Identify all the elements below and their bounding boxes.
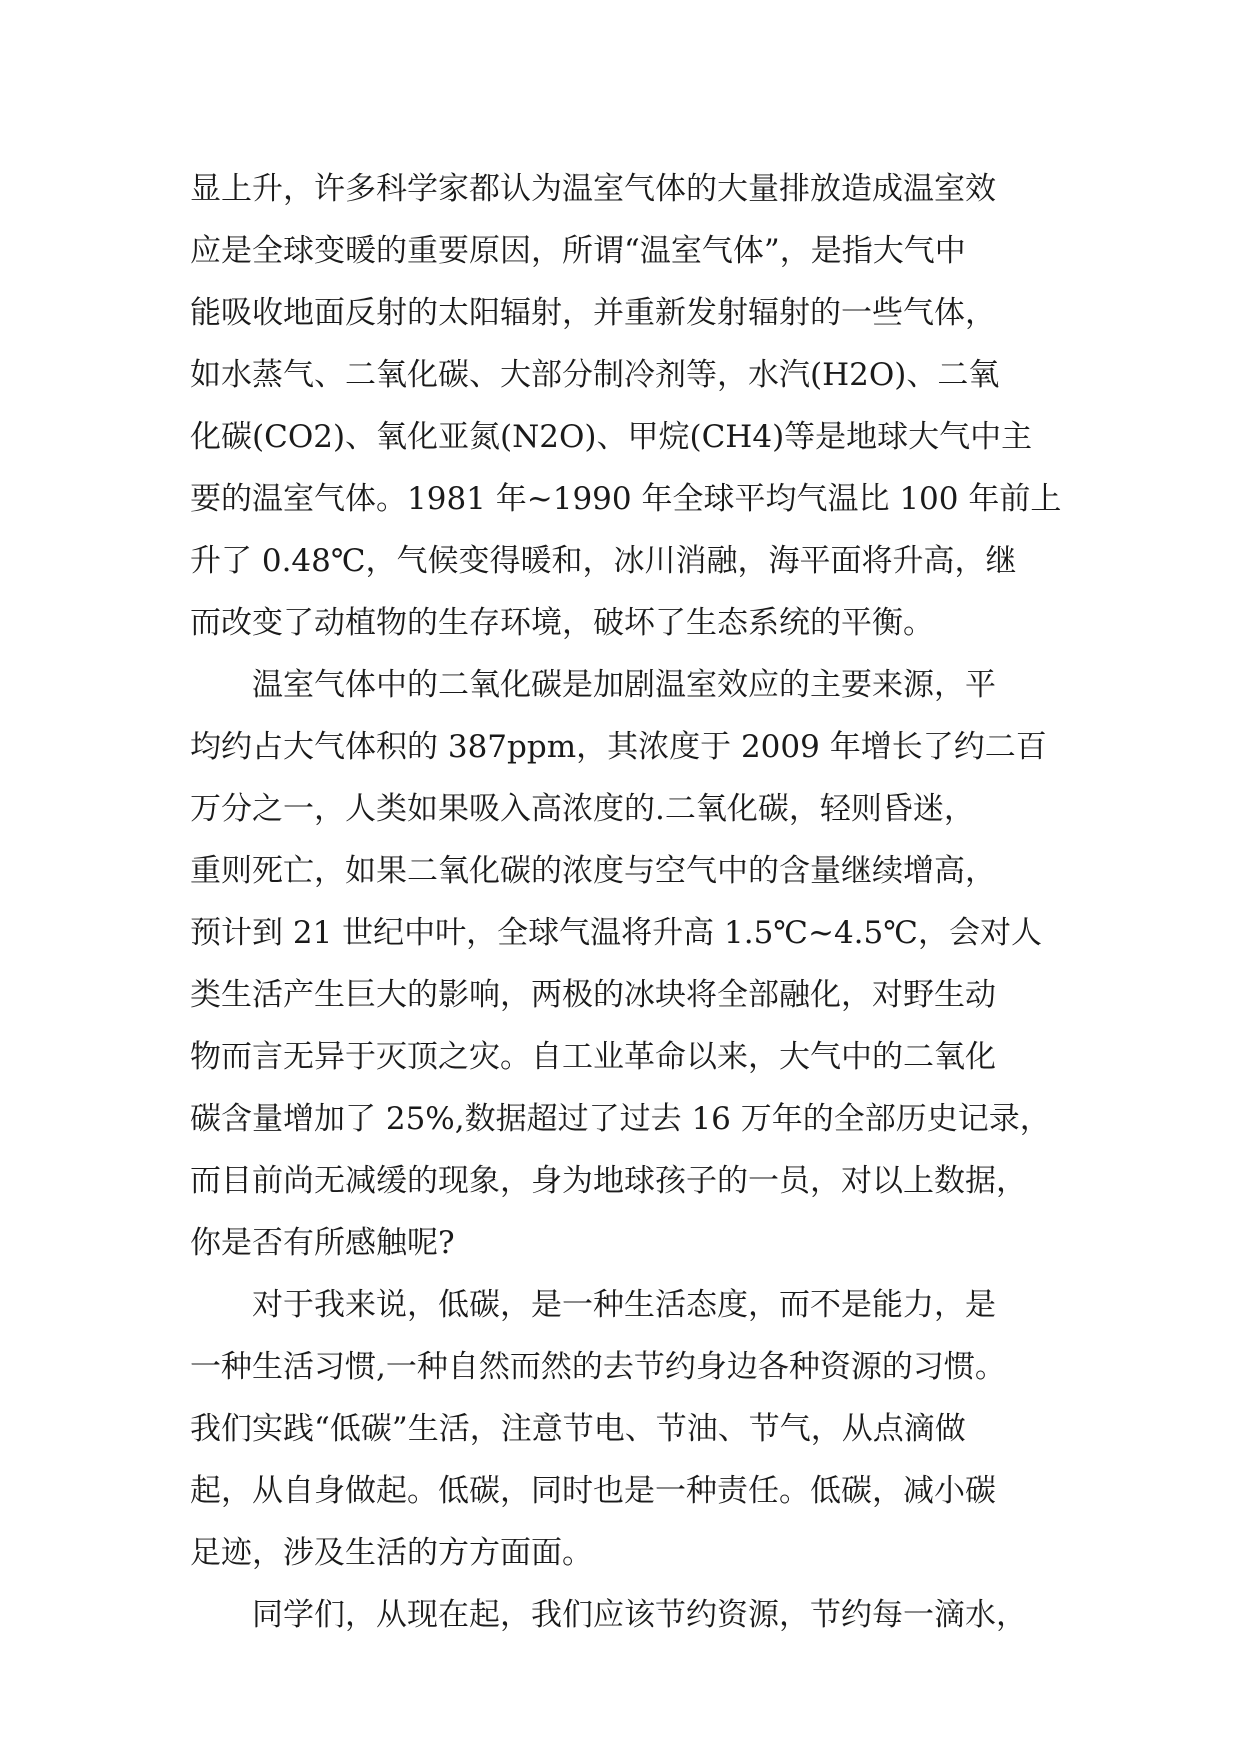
text-line: 万分之一，人类如果吸入高浓度的.二氧化碳，轻则昏迷， — [190, 791, 975, 827]
text-line: 能吸收地面反射的太阳辐射，并重新发射辐射的一些气体， — [190, 295, 996, 331]
text-line: 一种生活习惯,一种自然而然的去节约身边各种资源的习惯。 — [190, 1349, 1006, 1385]
text-line: 如水蒸气、二氧化碳、大部分制冷剂等，水汽(H2O)、二氧 — [190, 357, 1000, 393]
text-line: 升了 0.48℃，气候变得暖和，冰川消融，海平面将升高，继 — [190, 543, 1017, 579]
text-line: 显上升，许多科学家都认为温室气体的大量排放造成温室效 — [190, 171, 996, 207]
text-line: 温室气体中的二氧化碳是加剧温室效应的主要来源，平 — [190, 667, 996, 703]
text-line: 对于我来说，低碳，是一种生活态度，而不是能力，是 — [190, 1287, 996, 1323]
text-line: 应是全球变暖的重要原因，所谓“温室气体”，是指大气中 — [190, 233, 966, 269]
text-line: 重则死亡，如果二氧化碳的浓度与空气中的含量继续增高， — [190, 853, 996, 889]
paragraph-3 — [190, 1274, 1070, 1584]
text-line: 同学们，从现在起，我们应该节约资源，节约每一滴水， — [190, 1597, 1027, 1633]
text-line: 足迹，涉及生活的方方面面。 — [190, 1535, 593, 1571]
paragraph-4 — [190, 1584, 1070, 1646]
text-line: 而改变了动植物的生存环境，破坏了生态系统的平衡。 — [190, 605, 934, 641]
text-line: 你是否有所感触呢? — [190, 1225, 455, 1261]
text-line: 化碳(CO2)、氧化亚氮(N2O)、甲烷(CH4)等是地球大气中主 — [190, 419, 1033, 455]
text-line: 物而言无异于灭顶之灾。自工业革命以来，大气中的二氧化 — [190, 1039, 996, 1075]
text-line: 均约占大气体积的 387ppm，其浓度于 2009 年增长了约二百 — [190, 729, 1047, 765]
text-line: 类生活产生巨大的影响，两极的冰块将全部融化，对野生动 — [190, 977, 996, 1013]
text-line: 起，从自身做起。低碳，同时也是一种责任。低碳，减小碳 — [190, 1473, 996, 1509]
text-line: 碳含量增加了 25%,数据超过了过去 16 万年的全部历史记录， — [190, 1101, 1051, 1137]
text-line: 而目前尚无减缓的现象，身为地球孩子的一员，对以上数据， — [190, 1163, 1027, 1199]
text-line: 我们实践“低碳”生活，注意节电、节油、节气，从点滴做 — [190, 1411, 966, 1447]
text-line: 预计到 21 世纪中叶，全球气温将升高 1.5℃~4.5℃，会对人 — [190, 915, 1042, 951]
text-line: 要的温室气体。1981 年~1990 年全球平均气温比 100 年前上 — [190, 481, 1062, 517]
document-body — [190, 158, 1070, 1646]
paragraph-2 — [190, 654, 1070, 1274]
paragraph-1 — [190, 158, 1070, 654]
